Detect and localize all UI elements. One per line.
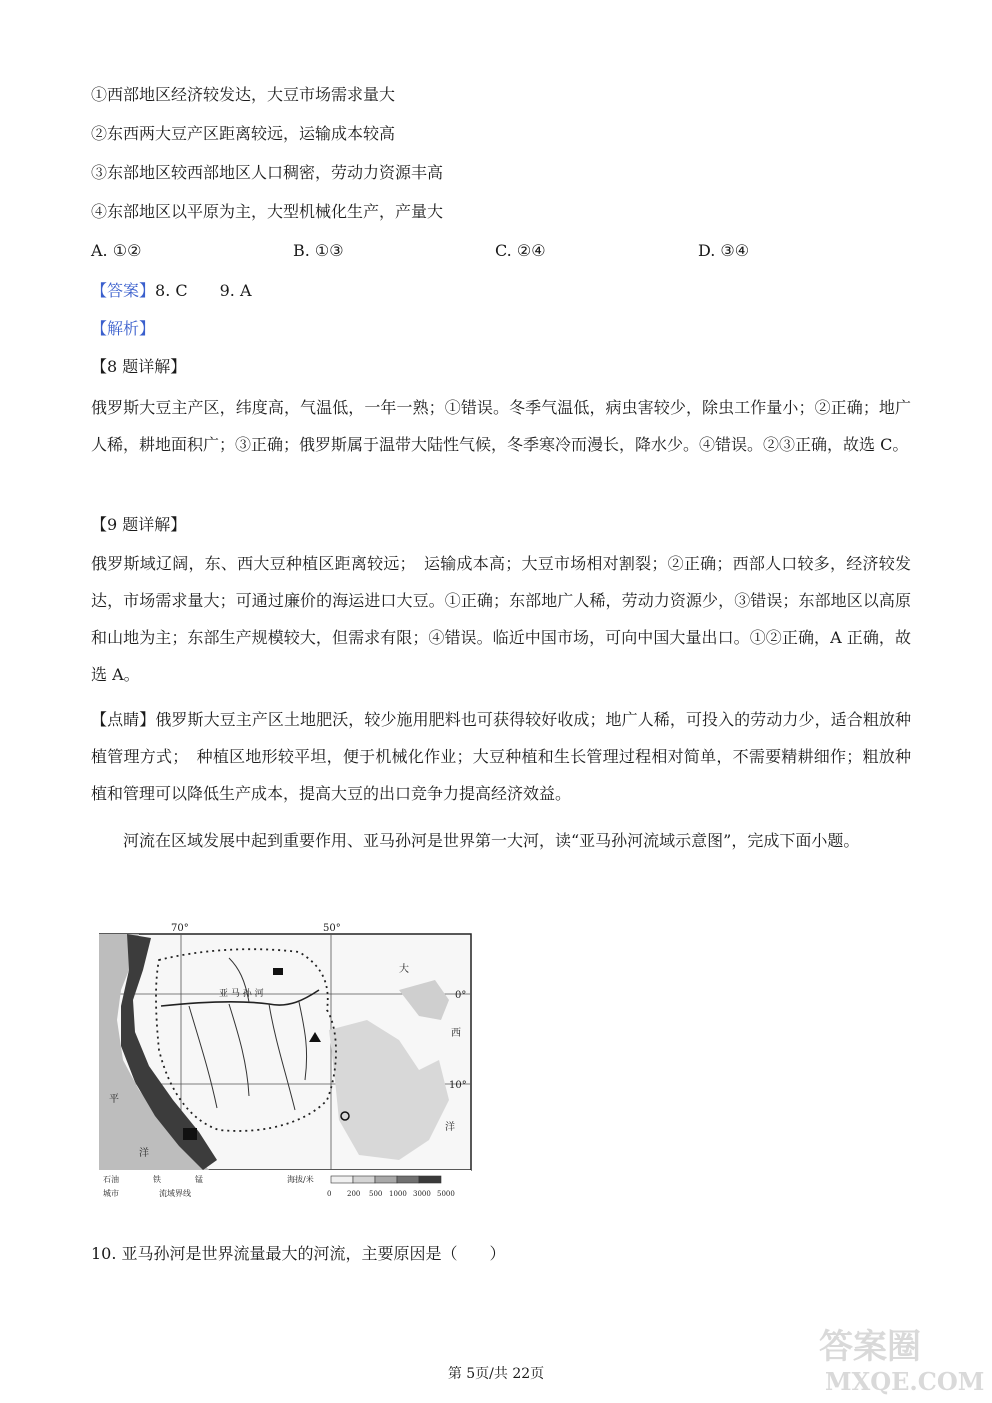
legend-manganese: 锰	[195, 1175, 203, 1184]
page-footer: 第 5页/共 22页	[447, 1366, 545, 1382]
scale-step-1	[331, 1176, 353, 1183]
ocean-right-3: 洋	[445, 1122, 455, 1133]
option-d: D. ③④	[698, 241, 750, 260]
statement-1: ①西部地区经济较发达，大豆市场需求量大	[91, 85, 396, 104]
watermark-bottom: MXQE.COM	[825, 1367, 985, 1396]
scale-tick-1000: 1000	[389, 1190, 407, 1198]
ocean-right-2: 西	[451, 1028, 461, 1039]
option-c: C. ②④	[495, 241, 546, 260]
amazon-basin-map	[99, 920, 475, 1202]
q8-detail: 俄罗斯大豆主产区，纬度高，气温低，一年一熟；①错误。冬季气温低，病虫害较少，除虫工作量小；②正确；地广人稀，耕地面积广；③正确；俄罗斯属于温带大陆性气候，冬季寒冷而漫长，降水少。④错误。②③正确，故选 C。	[91, 398, 911, 454]
option-b: B. ①③	[293, 241, 344, 260]
lat-label-10: 10°	[449, 1080, 467, 1091]
answer-tag: 【答案】	[91, 281, 156, 300]
scale-tick-500: 500	[369, 1190, 383, 1198]
answer-line	[91, 280, 252, 302]
analysis-tag: 【解析】	[91, 319, 156, 338]
lat-label-0: 0°	[455, 990, 467, 1001]
statement-3: ③东部地区较西部地区人口稠密，劳动力资源丰高	[91, 163, 444, 182]
watermark-top: 答案圈	[819, 1327, 921, 1367]
statement-4: ④东部地区以平原为主，大型机械化生产，产量大	[91, 202, 444, 221]
ocean-left-2: 洋	[139, 1148, 149, 1159]
q9-heading: 【9 题详解】	[91, 515, 187, 534]
q9-detail: 俄罗斯域辽阔，东、西大豆种植区距离较远； 运输成本高；大豆市场相对割裂；②正确；西部人口较多，经济较发达，市场需求量大；可通过廉价的海运进口大豆。①正确；东部地广人稀，劳动力资源少，③错误；东部地区以高原和山地为主；东部生产规模较大，但需求有限；④错误。临近中国市场，可向中国大量出口。①②正确，A 正确，故选 A。	[91, 554, 911, 684]
q8-heading: 【8 题详解】	[91, 357, 187, 376]
watermark-logo	[815, 1318, 985, 1396]
tip-text: 俄罗斯大豆主产区土地肥沃，较少施用肥料也可获得较好收成；地广人稀，可投入的劳动力少，适合粗放种植管理方式； 种植区地形较平坦，便于机械化作业；大豆种植和生长管理过程相对简单，不需要精耕细作；粗放种植和管理可以降低生产成本，提高大豆的出口竞争力提高经济效益。	[91, 710, 911, 803]
legend-city: 城市	[103, 1189, 119, 1198]
legend-oil: 石油	[103, 1175, 119, 1184]
intro-paragraph: 河流在区域发展中起到重要作用、亚马孙河是世界第一大河，读“亚马孙河流域示意图”，完成下面小题。	[123, 831, 860, 850]
tip-paragraph	[91, 701, 911, 812]
scale-step-4	[397, 1176, 419, 1183]
scale-step-3	[375, 1176, 397, 1183]
question-10: 10. 亚马孙河是世界流量最大的河流，主要原因是（ ）	[91, 1244, 506, 1263]
lon-label-50: 50°	[323, 923, 341, 934]
option-a: A. ①②	[91, 241, 142, 260]
scale-tick-200: 200	[347, 1190, 361, 1198]
scale-tick-0: 0	[327, 1190, 332, 1198]
lon-label-70: 70°	[171, 923, 189, 934]
legend-boundary: 流域界线	[159, 1189, 191, 1198]
legend-iron: 铁	[153, 1175, 161, 1184]
scale-step-5	[419, 1176, 441, 1183]
ocean-right-1: 大	[399, 964, 409, 975]
scale-step-2	[353, 1176, 375, 1183]
answer-text: 8. C 9. A	[155, 281, 252, 300]
river-label: 亚 马 孙 河	[219, 989, 264, 999]
tip-tag: 【点睛】	[91, 710, 156, 729]
statement-2: ②东西两大豆产区距离较远，运输成本较高	[91, 124, 396, 143]
scale-title: 海拔/米	[287, 1175, 314, 1184]
manganese-marker	[273, 968, 283, 975]
oil-marker	[183, 1128, 197, 1140]
scale-tick-5000: 5000	[437, 1190, 455, 1198]
scale-tick-3000: 3000	[413, 1190, 431, 1198]
ocean-left-1: 平	[109, 1094, 119, 1105]
